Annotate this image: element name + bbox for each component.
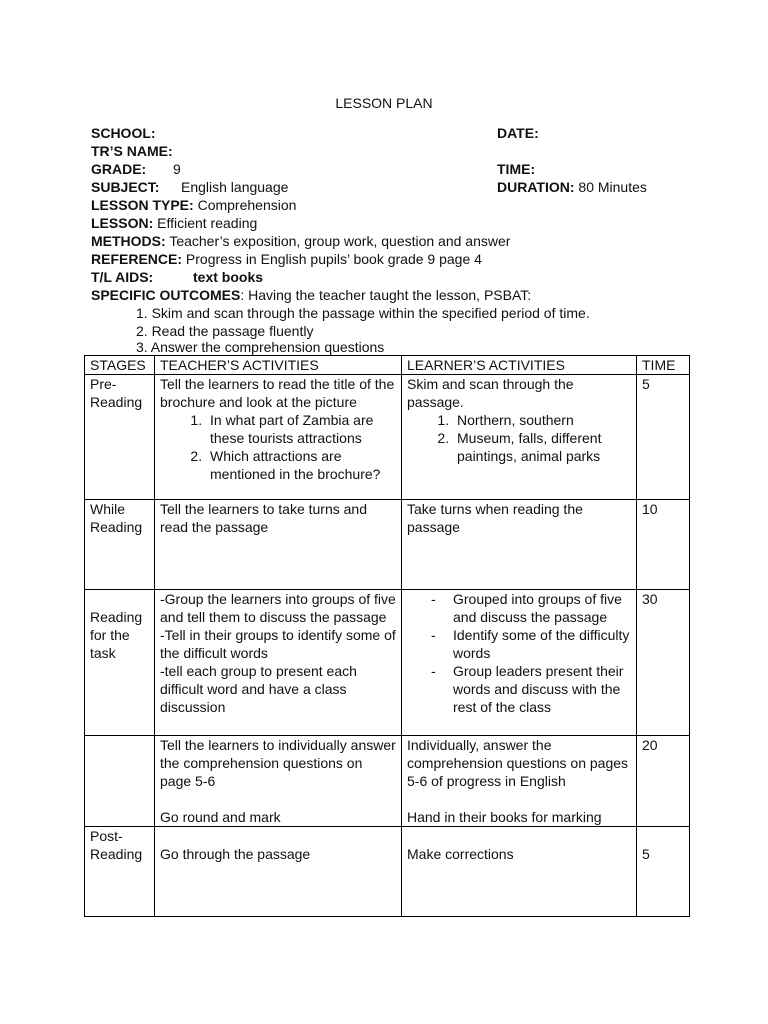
time-cell: 20 — [637, 736, 690, 827]
grade-row — [91, 160, 146, 178]
teacher-cell — [155, 827, 402, 917]
tr-name-label: TR’S NAME: — [91, 143, 173, 159]
learner-text: Skim and scan through the passage. — [407, 376, 574, 410]
time-label: TIME: — [497, 161, 536, 177]
list-item: - Grouped into groups of five and discuss the passage — [453, 590, 631, 626]
stage-cell — [85, 827, 155, 917]
subject-label: SUBJECT: — [91, 179, 160, 195]
learner-task-list — [407, 590, 631, 716]
list-item: 2. Museum, falls, different paintings, animal parks — [453, 429, 631, 465]
learner-cell: Take turns when reading the passage — [402, 500, 637, 590]
reference-value: Progress in English pupils’ book grade 9 page 4 — [185, 251, 482, 267]
time-text: 5 — [642, 846, 650, 862]
duration-label: DURATION: — [497, 179, 575, 195]
school-row — [91, 124, 156, 142]
learner-text: Make corrections — [407, 846, 514, 862]
stage-cell: Pre-Reading — [85, 375, 155, 500]
time-cell: 10 — [637, 500, 690, 590]
teacher-line: -Tell in their groups to identify some of the difficult words — [160, 627, 396, 661]
stage-text-bottom: Reading — [90, 846, 143, 862]
page-title: LESSON PLAN — [335, 95, 433, 111]
aids-label: T/L AIDS: — [91, 269, 154, 285]
time-cell — [637, 827, 690, 917]
teacher-text: Tell the learners to read the title of the brochure and look at the picture — [160, 376, 395, 410]
duration-value: 80 Minutes — [578, 179, 647, 195]
teacher-cell: Tell the learners to take turns and read the passage — [155, 500, 402, 590]
teacher-text: Tell the learners to individually answer the comprehension questions on page 5-6 — [160, 737, 396, 789]
time-cell: 5 — [637, 375, 690, 500]
outcomes-row — [91, 286, 531, 304]
subject-row — [91, 178, 159, 196]
teacher-cell — [155, 736, 402, 827]
table-header-row — [85, 356, 690, 375]
list-item: 2. Which attractions are mentioned in the brochure? — [206, 447, 396, 483]
outcomes-intro: : Having the teacher taught the lesson, PSBAT: — [240, 287, 532, 303]
teacher-text: Go through the passage — [160, 846, 311, 862]
methods-row — [91, 232, 510, 250]
methods-value: Teacher’s exposition, group work, question and answer — [169, 233, 511, 249]
tr-name-row — [91, 142, 173, 160]
teacher-cell — [155, 590, 402, 736]
lesson-type-row — [91, 196, 296, 214]
list-item: - Group leaders present their words and discuss with the rest of the class — [453, 662, 631, 716]
stage-cell: While Reading — [85, 500, 155, 590]
methods-label: METHODS: — [91, 233, 166, 249]
school-label: SCHOOL: — [91, 125, 156, 141]
outcome-item-3: 3. Answer the comprehension questions — [136, 339, 385, 355]
stage-cell — [85, 736, 155, 827]
table-row — [85, 500, 690, 590]
time-cell: 30 — [637, 590, 690, 736]
teacher-line: -tell each group to present each difficult word and have a class discussion — [160, 663, 357, 715]
lesson-type-label: LESSON TYPE: — [91, 197, 194, 213]
header-stages: STAGES — [85, 356, 155, 375]
outcome-item-2: 2. Read the passage fluently — [136, 323, 314, 339]
teacher-question-list — [160, 411, 396, 483]
lesson-row — [91, 214, 257, 232]
duration-row — [497, 178, 647, 196]
lesson-label: LESSON: — [91, 215, 154, 231]
stage-text-top: Post- — [90, 828, 123, 844]
lesson-value: Efficient reading — [157, 215, 258, 231]
list-item: 1. Northern, southern — [453, 411, 631, 429]
learner-cell — [402, 736, 637, 827]
table-row — [85, 375, 690, 500]
learner-cell — [402, 375, 637, 500]
teacher-text-secondary: Go round and mark — [160, 809, 281, 825]
aids-row — [91, 268, 153, 286]
header-learner-activities: LEARNER’S ACTIVITIES — [402, 356, 637, 375]
learner-text: Individually, answer the comprehension questions on pages 5-6 of progress in English — [407, 737, 629, 789]
table-row — [85, 736, 690, 827]
aids-value: text books — [193, 269, 264, 285]
list-item: - Identify some of the difficulty words — [453, 626, 631, 662]
lesson-table — [84, 355, 690, 917]
learner-answer-list — [407, 411, 631, 465]
reference-label: REFERENCE: — [91, 251, 183, 267]
grade-label: GRADE: — [91, 161, 147, 177]
learner-cell — [402, 827, 637, 917]
learner-cell — [402, 590, 637, 736]
date-label: DATE: — [497, 125, 539, 141]
reference-row — [91, 250, 482, 268]
header-teacher-activities: TEACHER’S ACTIVITIES — [155, 356, 402, 375]
table-row — [85, 590, 690, 736]
table-row — [85, 827, 690, 917]
grade-value: 9 — [173, 161, 181, 177]
learner-text-secondary: Hand in their books for marking — [407, 809, 602, 825]
stage-cell — [85, 590, 155, 736]
lesson-type-value: Comprehension — [197, 197, 297, 213]
teacher-line: -Group the learners into groups of five and tell them to discuss the passage — [160, 591, 396, 625]
stage-text: Reading for the task — [90, 609, 143, 661]
outcomes-label: SPECIFIC OUTCOMES — [91, 287, 241, 303]
outcome-item-1: 1. Skim and scan through the passage within the specified period of time. — [136, 305, 590, 321]
subject-value: English language — [181, 179, 289, 195]
list-item: 1. In what part of Zambia are these tourists attractions — [206, 411, 396, 447]
header-time: TIME — [637, 356, 690, 375]
teacher-cell — [155, 375, 402, 500]
